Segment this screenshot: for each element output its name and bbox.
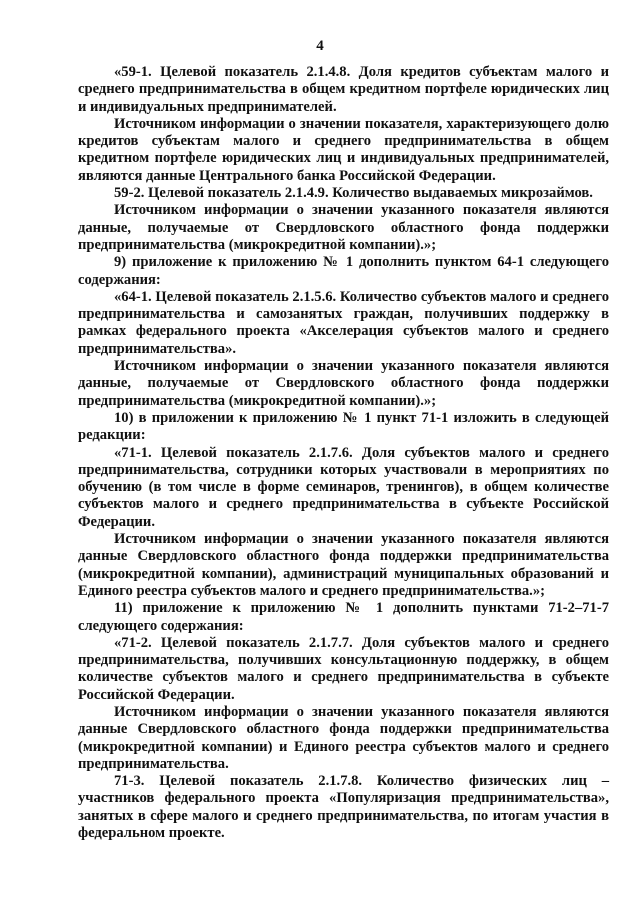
paragraph-59-2-source: Источником информации о значении указанного показателя являются данные, получаемые от Свердловского областного фонда поддержки предпринимательства (микрокредитной компании).»; [78,202,609,253]
paragraph-item-11: 11) приложение к приложению № 1 дополнить пунктами 71-2–71-7 следующего содержания: [78,600,609,634]
paragraph-71-2-source: Источником информации о значении указанного показателя являются данные Свердловского областного фонда поддержки предпринимательства (микрокредитной компании) и Единого реестра субъектов малого и среднего предпринимательства. [78,703,609,772]
paragraph-64-1: «64-1. Целевой показатель 2.1.5.6. Количество субъектов малого и среднего предпринимательства и самозанятых граждан, получивших поддержку в рамках федерального проекта «Акселерация субъектов малого и среднего предпринимательства». [78,288,609,357]
page-number: 4 [316,38,324,54]
paragraph-item-9: 9) приложение к приложению № 1 дополнить пунктом 64-1 следующего содержания: [78,254,609,288]
paragraph-item-10: 10) в приложении к приложению № 1 пункт 71-1 изложить в следующей редакции: [78,409,609,444]
paragraph-71-1-source: Источником информации о значении указанного показателя являются данные Свердловского областного фонда поддержки предпринимательства (микрокредитной компании), администраций муниципальных образований и Единого реестра субъектов малого и среднего предпринимательства.»; [78,531,609,599]
paragraph-59-1-source: Источником информации о значении показателя, характеризующего долю кредитов субъектам малого и среднего предпринимательства в общем кредитном портфеле юридических лиц и индивидуальных предпринимателей, являются данные Центрального банка Российской Федерации. [78,115,609,184]
paragraph-71-3: 71-3. Целевой показатель 2.1.7.8. Количество физических лиц – участников федерального проекта «Популяризация предпринимательства», занятых в сфере малого и среднего предпринимательства, по итогам участия в федеральном проекте. [78,773,609,842]
paragraph-59-1: «59-1. Целевой показатель 2.1.4.8. Доля кредитов субъектам малого и среднего предпринимательства в общем кредитном портфеле юридических лиц и индивидуальных предпринимателей. [78,64,609,115]
paragraph-71-2: «71-2. Целевой показатель 2.1.7.7. Доля субъектов малого и среднего предпринимательства, получивших консультационную поддержку, в общем количестве субъектов малого и среднего предпринимательства в субъекте Российской Федерации. [78,634,609,703]
paragraph-64-1-source: Источником информации о значении указанного показателя являются данные, получаемые от Свердловского областного фонда поддержки предпринимательства (микрокредитной компании).»; [78,358,609,409]
document-body [78,64,609,842]
paragraph-71-1: «71-1. Целевой показатель 2.1.7.6. Доля субъектов малого и среднего предпринимательства, сотрудники которых участвовали в мероприятиях по обучению (в том числе в форме семинаров, тренингов), в общем количестве субъектов малого и среднего предпринимательства в субъекте Российской Федерации. [78,444,609,530]
paragraph-59-2: 59-2. Целевой показатель 2.1.4.9. Количество выдаваемых микрозаймов. [114,185,593,202]
